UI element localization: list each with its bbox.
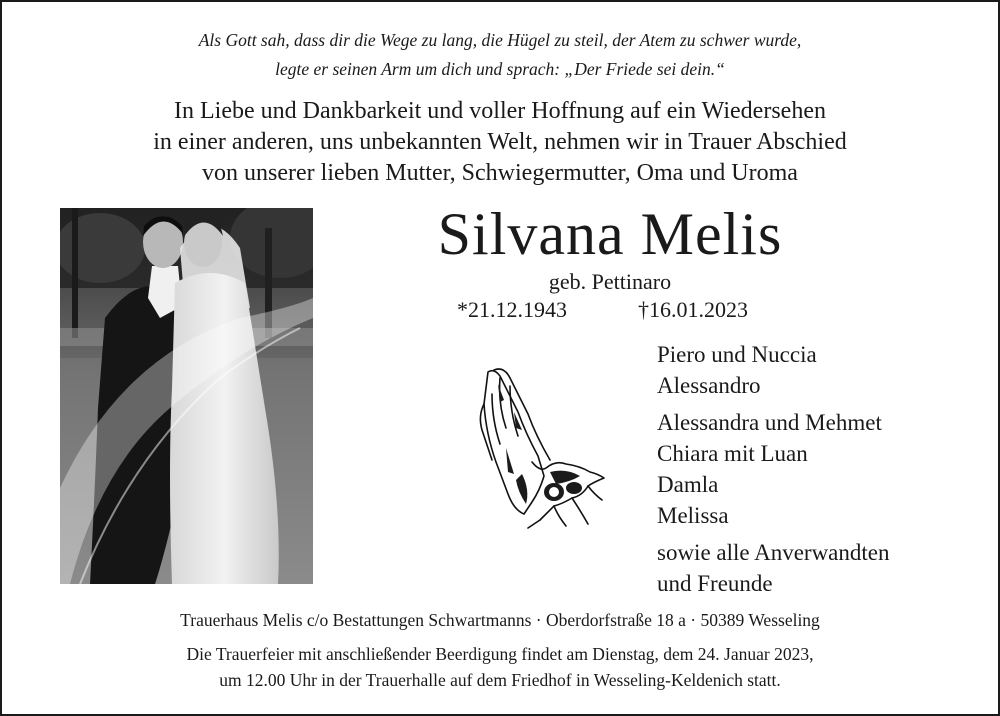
quote-line-2: legte er seinen Arm um dich und sprach: „Der Friede sei dein.“ (275, 59, 725, 79)
mourner-line: Alessandra und Mehmet (657, 410, 882, 435)
birth-date: *21.12.1943 (457, 297, 567, 322)
quote-line-1: Als Gott sah, dass dir die Wege zu lang, die Hügel zu steil, der Atem zu schwer wurde, (198, 30, 802, 50)
maiden-name: geb. Pettinaro (548, 269, 672, 294)
mourner-line: Melissa (657, 503, 729, 528)
deceased-name: Silvana Melis (437, 201, 783, 267)
funeral-service-info (2, 641, 998, 693)
death-date: †16.01.2023 (638, 297, 748, 322)
mourner-group-1 (657, 339, 889, 401)
mourner-group-2 (657, 407, 889, 531)
mourner-line: Alessandro (657, 373, 761, 398)
mourner-line: und Freunde (657, 571, 773, 596)
mourner-line: Chiara mit Luan (657, 441, 808, 466)
mourners-list (657, 339, 889, 605)
intro-line-3: von unserer lieben Mutter, Schwiegermutter, Oma und Uroma (202, 160, 798, 186)
intro-line-1: In Liebe und Dankbarkeit und voller Hoffnung auf ein Wiedersehen (174, 98, 826, 124)
mourner-line: sowie alle Anverwandten (657, 540, 890, 565)
intro-text (2, 96, 998, 189)
service-line-2: um 12.00 Uhr in der Trauerhalle auf dem Friedhof in Wesseling-Keldenich statt. (219, 670, 781, 690)
memorial-quote (2, 26, 998, 84)
praying-hands-icon (470, 364, 610, 532)
mourner-line: Piero und Nuccia (657, 342, 817, 367)
mourner-group-3 (657, 537, 889, 599)
mourner-line: Damla (657, 472, 719, 497)
wedding-photo (60, 208, 313, 584)
service-line-1: Die Trauerfeier mit anschließender Beerdigung findet am Dienstag, dem 24. Januar 2023, (186, 644, 814, 664)
intro-line-2: in einer anderen, uns unbekannten Welt, nehmen wir in Trauer Abschied (153, 129, 847, 155)
mourning-house-address: Trauerhaus Melis c/o Bestattungen Schwartmanns · Oberdorfstraße 18 a · 50389 Wesseling (180, 610, 820, 630)
